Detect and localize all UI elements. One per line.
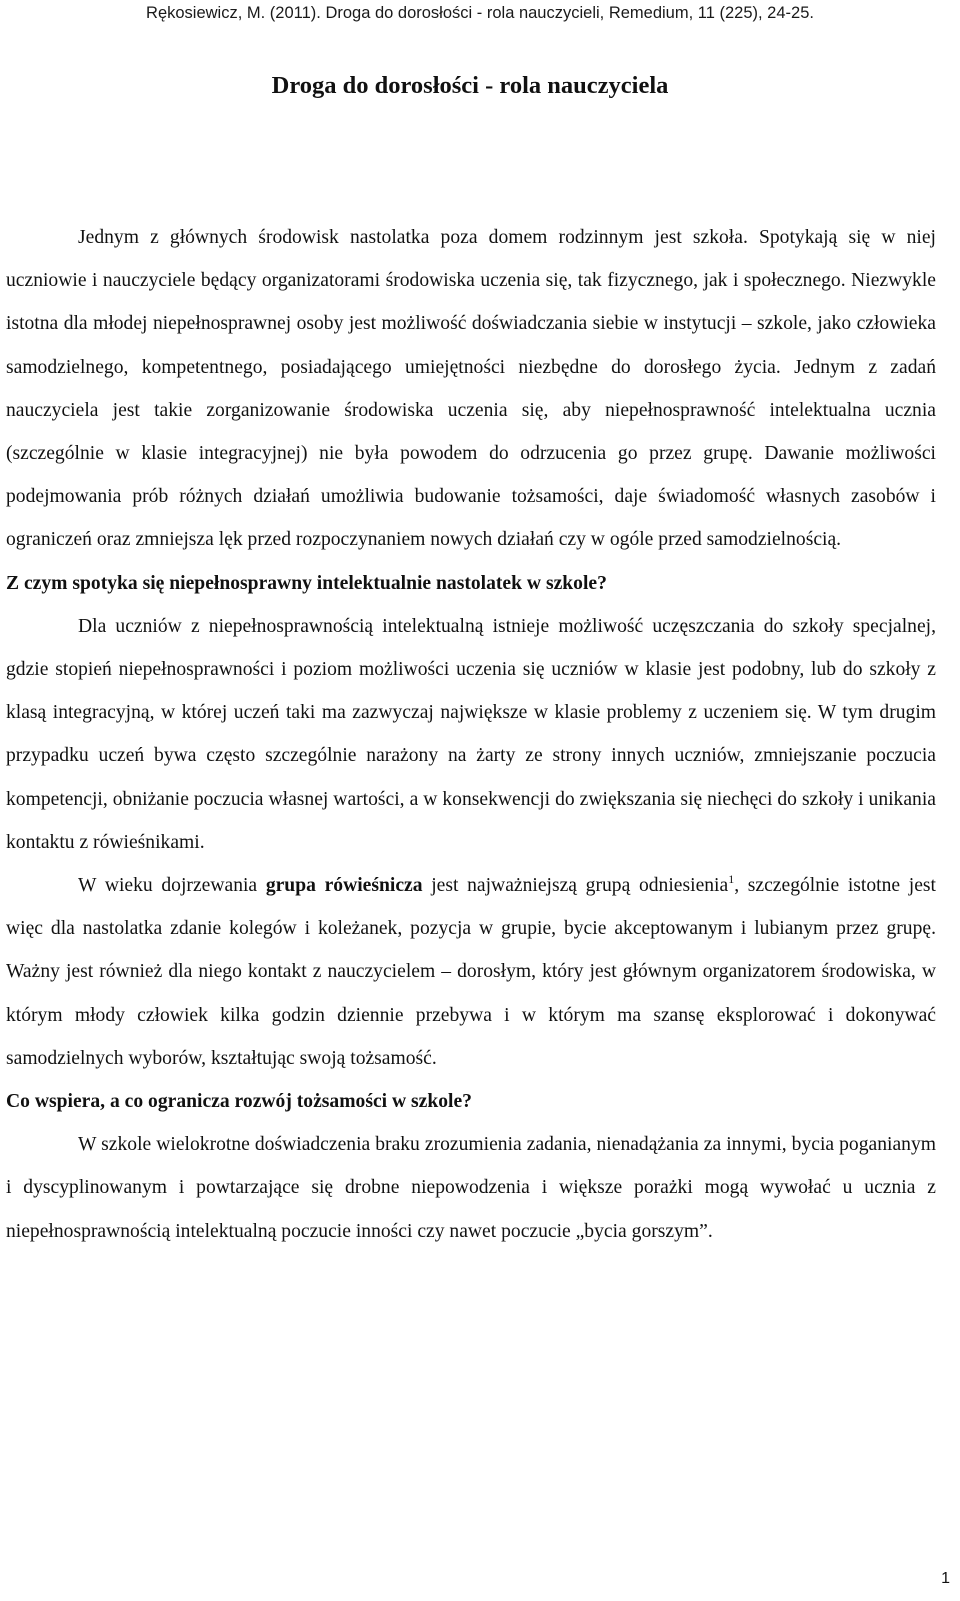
section-heading-2: Co wspiera, a co ogranicza rozwój tożsamości w szkole?	[6, 1091, 472, 1113]
paragraph-3-emphasis: grupa rówieśnicza	[265, 875, 423, 897]
document-title: Droga do dorosłości - rola nauczyciela	[271, 72, 669, 99]
page-number: 1	[941, 1570, 950, 1587]
document-body	[6, 216, 936, 1253]
paragraph-4: W szkole wielokrotne doświadczenia braku zrozumienia zadania, nienadążania za innymi, bycia poganianym i dyscyplinowanym i powtarzające się drobne niepowodzenia i większe porażki mogą wywołać u ucznia z niepełnosprawnością intelektualną poczucie inności czy nawet poczucie „bycia gorszym”.	[6, 1134, 936, 1242]
section-heading-1: Z czym spotyka się niepełnosprawny intelektualnie nastolatek w szkole?	[6, 572, 607, 594]
paragraph-3	[6, 864, 936, 1080]
footnote-marker[interactable]: 1	[728, 872, 735, 887]
paragraph-3-middle: jest najważniejszą grupą odniesienia	[422, 875, 729, 897]
paragraph-2: Dla uczniów z niepełnosprawnością intelektualną istnieje możliwość uczęszczania do szkoły specjalnej, gdzie stopień niepełnosprawności i poziom możliwości uczenia się uczniów w klasie jest podobny, lub do szkoły z klasą integracyjną, w której uczeń taki ma zazwyczaj największe w klasie problemy z uczeniem się. W tym drugim przypadku uczeń bywa często szczególnie narażony na żarty ze strony innych uczniów, zmniejszanie poczucia kompetencji, obniżanie poczucia własnej wartości, a w konsekwencji do zwiększania się niechęci do szkoły i unikania kontaktu z rówieśnikami.	[6, 615, 936, 853]
paragraph-3-end: , szczególnie istotne jest więc dla nastolatka zdanie kolegów i koleżanek, pozycja w grupie, bycie akceptowanym i lubianym przez grupę. Ważny jest również dla niego kontakt z nauczycielem – dorosłym, który jest głównym organizatorem środowiska, w którym młody człowiek kilka godzin dziennie przebywa i w którym ma szansę eksplorować i dokonywać samodzielnych wyborów, kształtując swoją tożsamość.	[6, 875, 936, 1069]
paragraph-1: Jednym z głównych środowisk nastolatka poza domem rodzinnym jest szkoła. Spotykają się w niej uczniowie i nauczyciele będący organizatorami środowiska uczenia się, tak fizycznego, jak i społecznego. Niezwykle istotna dla młodej niepełnosprawnej osoby jest możliwość doświadczania siebie w instytucji – szkole, jako człowieka samodzielnego, kompetentnego, posiadającego umiejętności niezbędne do dorosłego życia. Jednym z zadań nauczyciela jest takie zorganizowanie środowiska uczenia się, aby niepełnosprawność intelektualna ucznia (szczególnie w klasie integracyjnej) nie była powodem do odrzucenia go przez grupę. Dawanie możliwości podejmowania prób różnych działań umożliwia budowanie tożsamości, daje świadomość własnych zasobów i ograniczeń oraz zmniejsza lęk przed rozpoczynaniem nowych działań czy w ogóle przed samodzielnością.	[6, 227, 936, 551]
citation-header: Rękosiewicz, M. (2011). Droga do dorosłości - rola nauczycieli, Remedium, 11 (225), 24-25.	[146, 4, 814, 22]
paragraph-3-start: W wieku dojrzewania	[78, 875, 266, 897]
